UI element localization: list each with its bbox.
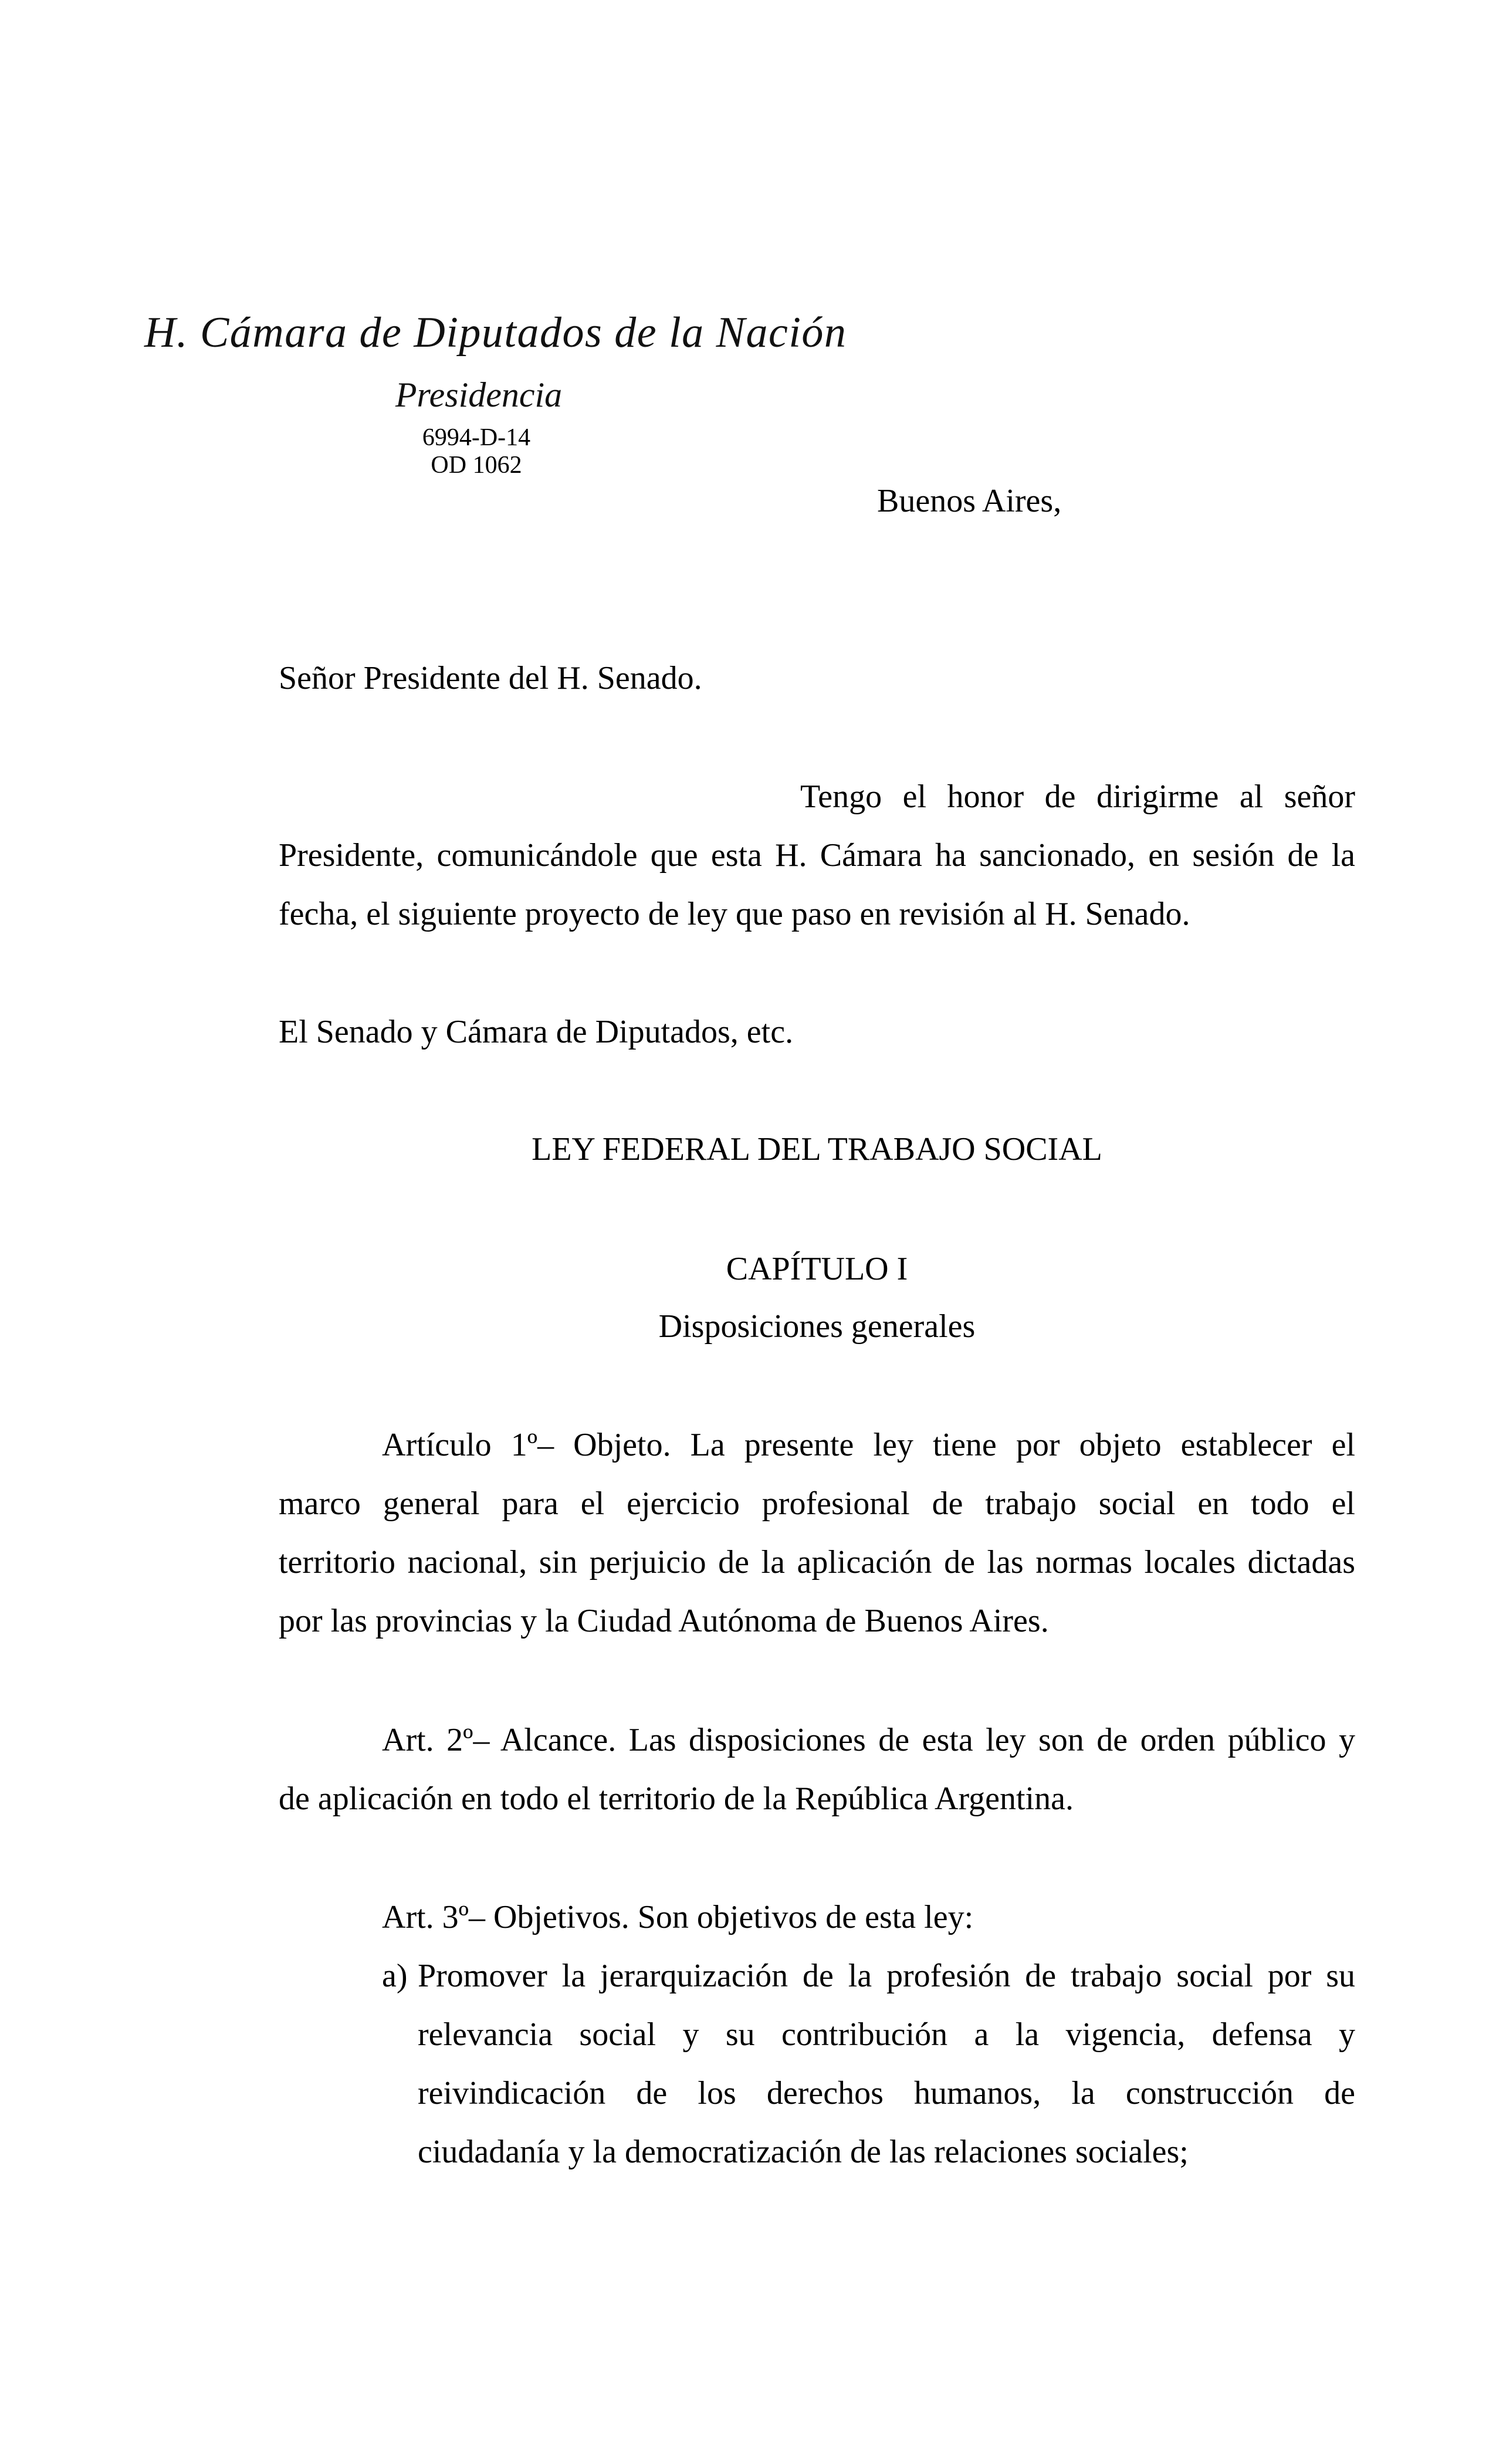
chapter-heading xyxy=(279,1240,1355,1298)
chapter-title-text: Disposiciones generales xyxy=(658,1308,976,1345)
paragraph-line: fecha, el siguiente proyecto de ley que paso en revisión al H. Senado. xyxy=(279,896,1190,932)
list-item-line: ciudadanía y la democratización de las relaciones sociales; xyxy=(418,2134,1189,2170)
list-marker: a) xyxy=(382,1958,408,1994)
article-3-item-a xyxy=(382,1947,1355,2181)
article-line: Art. 3º– Objetivos. Son objetivos de esta ley: xyxy=(382,1899,974,1935)
list-item-line: relevancia social y su contribución a la vigencia, defensa y xyxy=(418,2016,1355,2053)
article-line: territorio nacional, sin perjuicio de la aplicación de las normas locales dictadas xyxy=(279,1544,1355,1580)
list-item-line: reivindicación de los derechos humanos, la construcción de xyxy=(418,2075,1355,2111)
paragraph-line: Tengo el honor de dirigirme al señor xyxy=(800,779,1355,815)
article-3 xyxy=(279,1888,1355,1947)
article-line: marco general para el ejercicio profesional de trabajo social en todo el xyxy=(279,1485,1355,1522)
reference-numbers xyxy=(359,424,594,479)
article-line: Artículo 1º– Objeto. La presente ley tiene por objeto establecer el xyxy=(382,1427,1355,1463)
file-number: 6994-D-14 xyxy=(422,424,531,451)
enactment-formula-text: El Senado y Cámara de Diputados, etc. xyxy=(279,1014,794,1050)
article-line: de aplicación en todo el territorio de la República Argentina. xyxy=(279,1781,1074,1817)
article-2 xyxy=(279,1711,1355,1828)
chapter-title xyxy=(279,1297,1355,1356)
enactment-formula xyxy=(279,1003,1355,1061)
list-item-line: Promover la jerarquización de la profesión de trabajo social por su xyxy=(418,1958,1355,1994)
salutation xyxy=(279,649,1355,708)
order-number: OD 1062 xyxy=(431,452,522,479)
letterhead-office: Presidencia xyxy=(395,375,563,414)
place-line: Buenos Aires, xyxy=(877,483,1062,519)
intro-paragraph xyxy=(279,767,1355,943)
chapter-number: CAPÍTULO I xyxy=(726,1251,908,1287)
article-line: por las provincias y la Ciudad Autónoma de Buenos Aires. xyxy=(279,1603,1049,1639)
letterhead-institution: H. Cámara de Diputados de la Nación xyxy=(144,309,847,357)
article-1 xyxy=(279,1416,1355,1650)
law-title-text: LEY FEDERAL DEL TRABAJO SOCIAL xyxy=(532,1131,1102,1167)
article-line: Art. 2º– Alcance. Las disposiciones de esta ley son de orden público y xyxy=(382,1722,1355,1758)
salutation-text: Señor Presidente del H. Senado. xyxy=(279,660,702,696)
paragraph-line: Presidente, comunicándole que esta H. Cámara ha sancionado, en sesión de la xyxy=(279,837,1355,874)
law-title xyxy=(279,1120,1355,1179)
